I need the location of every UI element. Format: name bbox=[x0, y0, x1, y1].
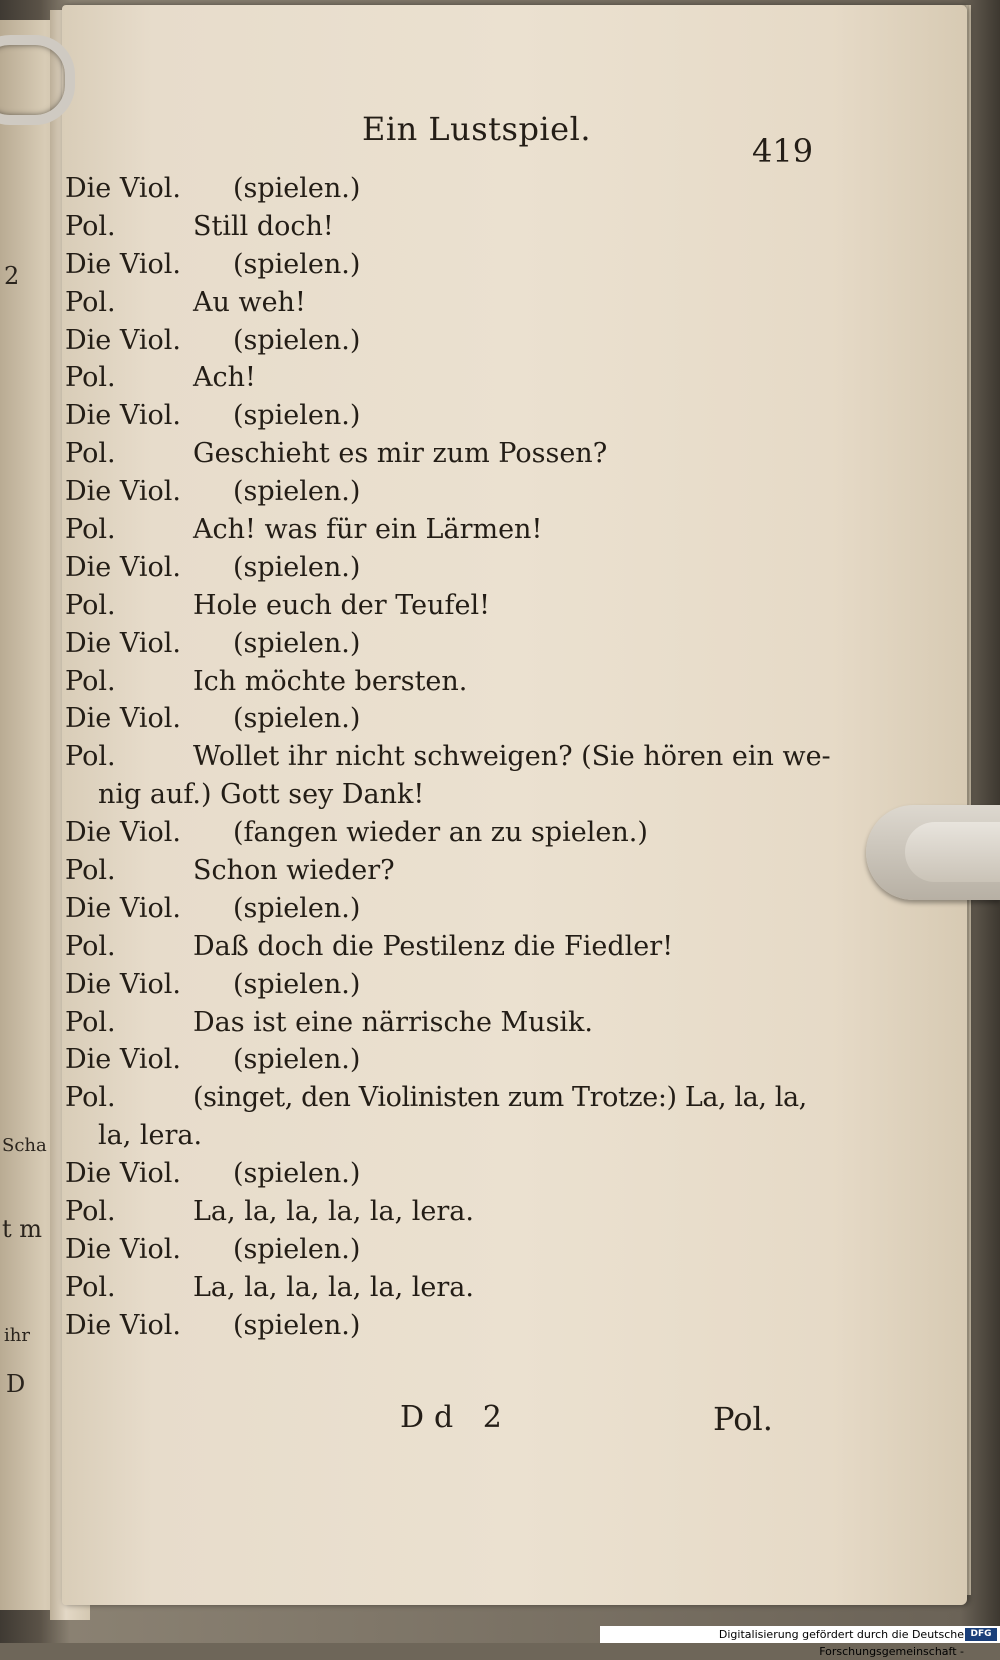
facing-page-fragment: t m bbox=[2, 1215, 43, 1243]
speaker-name: Die Viol. bbox=[65, 1044, 181, 1076]
speaker-name: Die Viol. bbox=[65, 1158, 181, 1190]
speaker-name: Die Viol. bbox=[65, 476, 181, 508]
dialogue-line bbox=[65, 587, 805, 625]
digitization-credit: Digitalisierung gefördert durch die Deutsche Forschungsgemeinschaft - bbox=[600, 1626, 1000, 1643]
speech-text: Still doch! bbox=[193, 210, 334, 242]
speech-text: Schon wieder? bbox=[193, 855, 395, 887]
dialogue-line bbox=[65, 1155, 805, 1193]
dialogue-line bbox=[65, 1041, 805, 1079]
dialogue-line bbox=[65, 738, 831, 776]
speaker-name: Die Viol. bbox=[65, 248, 181, 280]
dialogue-line bbox=[65, 700, 805, 738]
page-number: 419 bbox=[752, 132, 814, 170]
dialogue-line bbox=[65, 246, 805, 284]
dialogue-line bbox=[65, 1307, 805, 1345]
dialogue-line bbox=[65, 473, 805, 511]
facing-page-fragment: Scha bbox=[2, 1135, 47, 1156]
facing-page-fragment: 2 bbox=[4, 262, 20, 290]
dialogue-line bbox=[65, 549, 805, 587]
dialogue-line bbox=[65, 359, 805, 397]
speaker-name: Pol. bbox=[65, 438, 116, 470]
speech-text: (spielen.) bbox=[233, 476, 361, 508]
speaker-name: Pol. bbox=[65, 741, 116, 773]
speaker-name: Pol. bbox=[65, 286, 116, 318]
dialogue-line bbox=[65, 625, 805, 663]
speaker-name: Die Viol. bbox=[65, 892, 181, 924]
speaker-name: Die Viol. bbox=[65, 817, 181, 849]
dialogue-line bbox=[65, 435, 805, 473]
speaker-name: Die Viol. bbox=[65, 400, 181, 432]
speaker-name: Die Viol. bbox=[65, 1233, 181, 1265]
binding-clip-left bbox=[0, 35, 75, 125]
dialogue-line bbox=[65, 511, 805, 549]
speech-text: (spielen.) bbox=[233, 1309, 361, 1341]
facing-page-fragment: D bbox=[6, 1370, 26, 1398]
speaker-name: Die Viol. bbox=[65, 627, 181, 659]
speaker-name: Pol. bbox=[65, 1196, 116, 1228]
speaker-name: Pol. bbox=[65, 1271, 116, 1303]
dialogue-line bbox=[65, 397, 805, 435]
dialogue-line bbox=[65, 966, 805, 1004]
speaker-name: Pol. bbox=[65, 514, 116, 546]
speech-text: La, la, la, la, la, lera. bbox=[193, 1196, 474, 1228]
speech-text: Daß doch die Pestilenz die Fiedler! bbox=[193, 930, 674, 962]
speech-text: (spielen.) bbox=[233, 1233, 361, 1265]
catchword: Pol. bbox=[713, 1400, 773, 1438]
speech-text: (spielen.) bbox=[233, 968, 361, 1000]
speech-text: (spielen.) bbox=[233, 248, 361, 280]
speaker-name: Pol. bbox=[65, 1082, 116, 1114]
speech-text: Hole euch der Teufel! bbox=[193, 589, 490, 621]
dialogue-line bbox=[65, 208, 805, 246]
speech-text: (spielen.) bbox=[233, 892, 361, 924]
speech-text: (spielen.) bbox=[233, 1158, 361, 1190]
speaker-name: Die Viol. bbox=[65, 173, 181, 204]
dfg-logo: DFG bbox=[965, 1628, 997, 1641]
signature-mark: Dd 2 bbox=[400, 1400, 512, 1435]
speech-text: Geschieht es mir zum Possen? bbox=[193, 438, 608, 470]
dialogue-line bbox=[65, 890, 805, 928]
dialogue-line bbox=[65, 1004, 805, 1042]
dialogue-line bbox=[65, 1231, 805, 1269]
speaker-name: Pol. bbox=[65, 210, 116, 242]
dialogue-line bbox=[65, 322, 805, 360]
speaker-name: Pol. bbox=[65, 362, 116, 394]
running-title: Ein Lustspiel. bbox=[362, 110, 591, 148]
speaker-name: Die Viol. bbox=[65, 1309, 181, 1341]
dialogue-line bbox=[65, 1193, 805, 1231]
speech-text: (spielen.) bbox=[233, 551, 361, 583]
speaker-name: Pol. bbox=[65, 930, 116, 962]
dialogue-line bbox=[65, 1079, 805, 1117]
speaker-name: Die Viol. bbox=[65, 324, 181, 356]
speech-text: (spielen.) bbox=[233, 1044, 361, 1076]
speech-text: (spielen.) bbox=[233, 627, 361, 659]
speech-text: (spielen.) bbox=[233, 400, 361, 432]
speech-text: la, lera. bbox=[98, 1120, 203, 1152]
speech-text: Au weh! bbox=[193, 286, 306, 318]
dialogue-line bbox=[65, 170, 805, 208]
speech-text: (fangen wieder an zu spielen.) bbox=[233, 817, 648, 849]
dialogue-line bbox=[65, 814, 805, 852]
dialogue-line bbox=[65, 852, 805, 890]
dialogue-line bbox=[65, 776, 805, 814]
speech-text: Wollet ihr nicht schweigen? (Sie hören ein we- bbox=[193, 741, 831, 773]
speech-text: Ach! bbox=[193, 362, 256, 394]
speaker-name: Die Viol. bbox=[65, 551, 181, 583]
speech-text: Das ist eine närrische Musik. bbox=[193, 1006, 594, 1038]
speech-text: La, la, la, la, la, lera. bbox=[193, 1271, 474, 1303]
speech-text: (singet, den Violinisten zum Trotze:) La, la, la, bbox=[193, 1082, 807, 1114]
dialogue-line bbox=[65, 663, 805, 701]
speaker-name: Die Viol. bbox=[65, 703, 181, 735]
binding-clip-inner bbox=[905, 822, 1000, 882]
dialogue-line bbox=[65, 1117, 805, 1155]
speech-text: Ich möchte bersten. bbox=[193, 665, 468, 697]
speech-text: (spielen.) bbox=[233, 703, 361, 735]
speech-text: (spielen.) bbox=[233, 324, 361, 356]
dialogue-text bbox=[65, 170, 831, 1345]
facing-page-fragment: ihr bbox=[4, 1325, 30, 1346]
speaker-name: Pol. bbox=[65, 665, 116, 697]
speech-text: Ach! was für ein Lärmen! bbox=[193, 514, 543, 546]
speaker-name: Pol. bbox=[65, 589, 116, 621]
speech-text: nig auf.) Gott sey Dank! bbox=[98, 779, 425, 811]
dialogue-line bbox=[65, 928, 805, 966]
speaker-name: Die Viol. bbox=[65, 968, 181, 1000]
speaker-name: Pol. bbox=[65, 1006, 116, 1038]
dialogue-line bbox=[65, 1269, 805, 1307]
speech-text: (spielen.) bbox=[233, 173, 361, 204]
speaker-name: Pol. bbox=[65, 855, 116, 887]
dialogue-line bbox=[65, 284, 805, 322]
